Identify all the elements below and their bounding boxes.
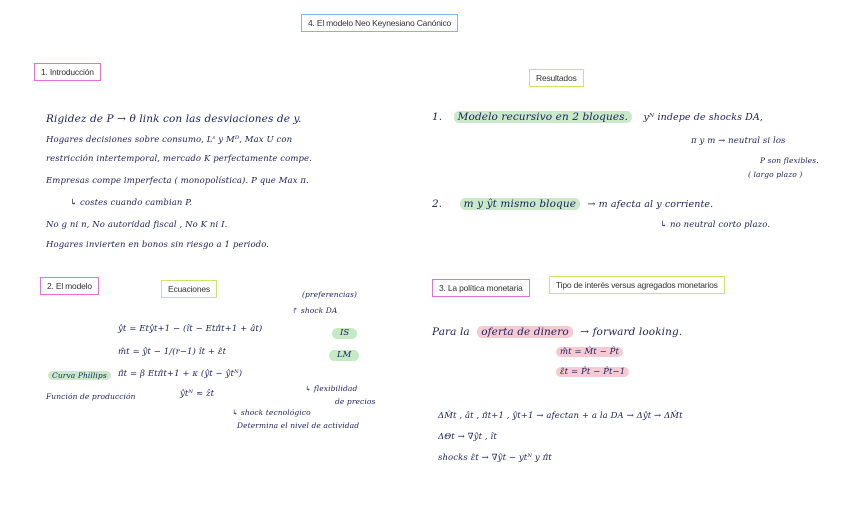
flexibilidad-note-1: ↳ flexibilidad (305, 384, 358, 393)
resultado-1 (432, 111, 763, 123)
intro-note-4: Empresas compe imperfecta ( monopolística). P que Max π. (46, 176, 309, 186)
politica-line-1-b: → forward looking. (580, 326, 683, 338)
resultado-1-line4: ( largo plazo ) (748, 170, 803, 179)
intro-note-3: restricción intertemporal, mercado K perfectamente compe. (46, 154, 312, 164)
resultado-1-rest: yᴺ indepe de shocks DA, (643, 112, 763, 123)
intro-note-7: Hogares invierten en bonos sin riesgo a 1 periodo. (46, 240, 270, 250)
intro-note-5: ↳ costes cuando cambian P. (70, 198, 193, 208)
produccion-equation: ŷtᴺ ≈ ẑt (180, 389, 215, 399)
is-tag: IS (332, 328, 357, 339)
ecuaciones-box: Ecuaciones (161, 280, 217, 298)
lm-equation: m̂t = ŷt − 1/(r−1) ît + ε̂t (118, 347, 227, 357)
flexibilidad-note-2: de precios (335, 397, 376, 406)
politica-line-3: ΔΘt → ∇ŷt , ît (438, 432, 497, 442)
determina-note: Determina el nivel de actividad (237, 421, 360, 430)
politica-eq-2: ε̂t = P̂t − P̂t−1 (556, 367, 629, 377)
is-equation: ŷt = Etŷt+1 − (ît − Etπ̂t+1 + ât) (118, 324, 263, 334)
tipo-interes-box: Tipo de interés versus agregados monetarios (549, 276, 725, 294)
shock-tecnologico-note: ↳ shock tecnológico (232, 408, 311, 417)
resultado-2-rest: → m afecta al y corriente. (587, 199, 714, 210)
section-intro-box: 1. Introducción (34, 63, 101, 81)
produccion-label: Función de producción (46, 392, 136, 401)
resultado-1-number: 1. (432, 111, 443, 123)
section-modelo-box: 2. El modelo (40, 277, 99, 295)
preferencias-note: (preferencias) (302, 290, 358, 299)
lm-tag: LM (329, 350, 359, 361)
shock-da-note: ↱ shock DA (292, 306, 338, 315)
phillips-label: Curva Phillips (48, 371, 111, 380)
resultado-2 (432, 198, 713, 210)
section-politica-box: 3. La política monetaria (432, 279, 530, 297)
resultado-2-highlight: m y ŷt mismo bloque (460, 198, 580, 210)
resultado-1-line3: P son flexibles. (760, 156, 819, 165)
intro-note-2: Hogares decisiones sobre consumo, Lˢ y Mᴰ, Max U con (46, 135, 293, 145)
politica-line-1 (432, 326, 682, 338)
politica-eq-1: m̂t = M̂t − P̂t (556, 347, 623, 357)
resultado-2-number: 2. (432, 198, 443, 210)
phillips-equation: π̂t = β Etπ̂t+1 + κ (ŷt − ŷtᴺ) (118, 369, 243, 379)
resultado-1-line2: π y m → neutral si los (691, 136, 786, 146)
oferta-dinero-highlight: oferta de dinero (477, 326, 573, 338)
resultados-box: Resultados (529, 69, 584, 87)
intro-note-6: No g ni n, No autoridad fiscal , No K ni I. (46, 220, 228, 230)
page-title: 4. El modelo Neo Keynesiano Canónico (301, 14, 458, 32)
resultado-2-line2: ↳ no neutral corto plazo. (660, 220, 771, 230)
politica-line-2: ΔM̂t , ât , π̂t+1 , ŷt+1 → afectan + a la DA → Δŷt → ΔM̂t (438, 411, 683, 421)
politica-line-1-a: Para la (432, 326, 470, 338)
intro-note-1: Rigidez de P → θ link con las desviaciones de y. (46, 113, 302, 125)
resultado-1-highlight: Modelo recursivo en 2 bloques. (454, 111, 632, 123)
politica-line-4: shocks ε̂t → ∇ŷt − ytᴺ y π̂t (438, 453, 552, 463)
